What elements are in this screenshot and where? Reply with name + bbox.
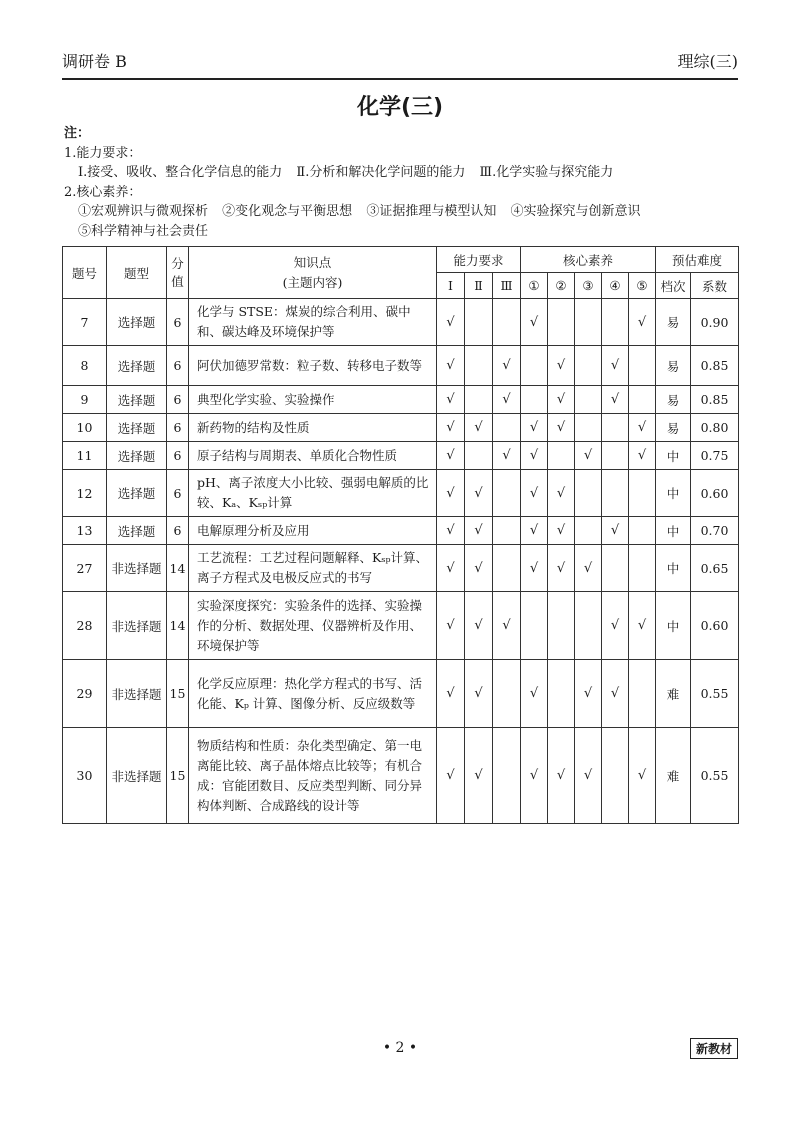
literacy-check: √ bbox=[629, 442, 656, 470]
literacy-check: √ bbox=[629, 728, 656, 824]
literacy-check: √ bbox=[521, 545, 548, 592]
ability-check bbox=[493, 517, 521, 545]
literacy-check: √ bbox=[548, 728, 575, 824]
ability-check bbox=[493, 414, 521, 442]
ability-check: √ bbox=[493, 442, 521, 470]
difficulty-level: 易 bbox=[656, 346, 691, 386]
difficulty-level: 中 bbox=[656, 517, 691, 545]
literacy-check: √ bbox=[602, 592, 629, 660]
header-knowledge bbox=[189, 247, 437, 299]
ability-check bbox=[493, 728, 521, 824]
header-knowledge-sub: (主题内容) bbox=[282, 274, 343, 290]
ability-check: √ bbox=[437, 660, 465, 728]
table-row bbox=[63, 299, 739, 346]
question-score: 6 bbox=[167, 414, 189, 442]
literacy-item: ④实验探究与创新意识 bbox=[510, 204, 641, 219]
ability-check: √ bbox=[437, 728, 465, 824]
ability-check: √ bbox=[437, 299, 465, 346]
literacy-check bbox=[575, 592, 602, 660]
literacy-check: √ bbox=[575, 728, 602, 824]
question-number: 10 bbox=[63, 414, 107, 442]
header-literacy: 核心素养 bbox=[521, 247, 656, 273]
literacy-check bbox=[629, 517, 656, 545]
literacy-check bbox=[575, 470, 602, 517]
header-literacy-col: ⑤ bbox=[629, 273, 656, 299]
knowledge-point: 原子结构与周期表、单质化合物性质 bbox=[189, 442, 437, 470]
header-difficulty: 预估难度 bbox=[656, 247, 739, 273]
ability-check: √ bbox=[437, 442, 465, 470]
question-score: 14 bbox=[167, 592, 189, 660]
ability-check bbox=[493, 299, 521, 346]
header-literacy-col: ② bbox=[548, 273, 575, 299]
header-num: 题号 bbox=[63, 247, 107, 299]
literacy-check: √ bbox=[548, 545, 575, 592]
literacy-check: √ bbox=[548, 386, 575, 414]
question-number: 9 bbox=[63, 386, 107, 414]
literacy-check: √ bbox=[521, 414, 548, 442]
question-number: 30 bbox=[63, 728, 107, 824]
ability-check: √ bbox=[465, 660, 493, 728]
ability-heading: 1.能力要求： bbox=[64, 145, 142, 161]
ability-check: √ bbox=[437, 545, 465, 592]
knowledge-point: 化学与 STSE：煤炭的综合利用、碳中和、碳达峰及环境保护等 bbox=[189, 299, 437, 346]
literacy-check bbox=[629, 386, 656, 414]
knowledge-point: 化学反应原理：热化学方程式的书写、活化能、Kₚ 计算、图像分析、反应级数等 bbox=[189, 660, 437, 728]
literacy-item: ②变化观念与平衡思想 bbox=[222, 204, 353, 219]
header-ability-col: Ⅱ bbox=[465, 273, 493, 299]
header-type: 题型 bbox=[107, 247, 167, 299]
literacy-check bbox=[521, 346, 548, 386]
literacy-check: √ bbox=[602, 660, 629, 728]
difficulty-level: 中 bbox=[656, 442, 691, 470]
ability-check: √ bbox=[465, 545, 493, 592]
literacy-check: √ bbox=[629, 299, 656, 346]
ability-check: √ bbox=[465, 517, 493, 545]
literacy-check bbox=[575, 386, 602, 414]
header-literacy-col: ① bbox=[521, 273, 548, 299]
knowledge-point: 阿伏加德罗常数：粒子数、转移电子数等 bbox=[189, 346, 437, 386]
literacy-check: √ bbox=[629, 592, 656, 660]
ability-check: √ bbox=[437, 414, 465, 442]
question-number: 29 bbox=[63, 660, 107, 728]
header-knowledge-title: 知识点 bbox=[293, 254, 332, 270]
literacy-check bbox=[548, 299, 575, 346]
ability-check: √ bbox=[493, 386, 521, 414]
table-body bbox=[63, 299, 739, 824]
knowledge-point: 物质结构和性质：杂化类型确定、第一电离能比较、离子晶体熔点比较等；有机合成：官能团数目、反应类型判断、同分异构体判断、合成路线的设计等 bbox=[189, 728, 437, 824]
literacy-heading: 2.核心素养： bbox=[64, 184, 142, 200]
ability-check: √ bbox=[493, 346, 521, 386]
table-row bbox=[63, 442, 739, 470]
question-type: 选择题 bbox=[107, 414, 167, 442]
ability-check: √ bbox=[437, 592, 465, 660]
difficulty-level: 难 bbox=[656, 660, 691, 728]
notes-label: 注： bbox=[64, 126, 91, 141]
difficulty-coefficient: 0.60 bbox=[691, 592, 739, 660]
table-row bbox=[63, 728, 739, 824]
literacy-check bbox=[602, 442, 629, 470]
table-row bbox=[63, 470, 739, 517]
literacy-check bbox=[575, 346, 602, 386]
ability-check: √ bbox=[437, 346, 465, 386]
table-row bbox=[63, 414, 739, 442]
knowledge-point: 工艺流程：工艺过程问题解释、Kₛₚ计算、离子方程式及电极反应式的书写 bbox=[189, 545, 437, 592]
difficulty-level: 易 bbox=[656, 414, 691, 442]
literacy-check bbox=[575, 299, 602, 346]
literacy-check: √ bbox=[575, 545, 602, 592]
literacy-check bbox=[575, 517, 602, 545]
page-number: • 2 • bbox=[382, 1040, 418, 1056]
difficulty-coefficient: 0.65 bbox=[691, 545, 739, 592]
question-number: 11 bbox=[63, 442, 107, 470]
question-type: 非选择题 bbox=[107, 545, 167, 592]
table-row bbox=[63, 592, 739, 660]
question-score: 6 bbox=[167, 517, 189, 545]
ability-list bbox=[64, 163, 744, 183]
question-score: 6 bbox=[167, 470, 189, 517]
question-type: 选择题 bbox=[107, 442, 167, 470]
literacy-check bbox=[602, 299, 629, 346]
ability-check: √ bbox=[465, 592, 493, 660]
literacy-check bbox=[602, 728, 629, 824]
literacy-check bbox=[521, 592, 548, 660]
ability-check: √ bbox=[437, 470, 465, 517]
literacy-check bbox=[629, 660, 656, 728]
ability-check bbox=[493, 660, 521, 728]
ability-check bbox=[465, 346, 493, 386]
knowledge-point: 新药物的结构及性质 bbox=[189, 414, 437, 442]
difficulty-level: 易 bbox=[656, 299, 691, 346]
header-literacy-col: ③ bbox=[575, 273, 602, 299]
literacy-check bbox=[575, 414, 602, 442]
literacy-check: √ bbox=[521, 728, 548, 824]
header-diff-level: 档次 bbox=[656, 273, 691, 299]
ability-check bbox=[465, 386, 493, 414]
page-title: 化学(三) bbox=[356, 95, 444, 120]
edition-badge: 新教材 bbox=[690, 1038, 738, 1059]
knowledge-point: 典型化学实验、实验操作 bbox=[189, 386, 437, 414]
page-header bbox=[62, 48, 738, 80]
difficulty-level: 中 bbox=[656, 470, 691, 517]
literacy-check bbox=[602, 414, 629, 442]
question-type: 选择题 bbox=[107, 386, 167, 414]
literacy-item: ③证据推理与模型认知 bbox=[366, 204, 497, 219]
ability-item: Ⅲ.化学实验与探究能力 bbox=[479, 165, 614, 180]
literacy-check: √ bbox=[521, 517, 548, 545]
ability-item: Ⅰ.接受、吸收、整合化学信息的能力 bbox=[78, 165, 283, 180]
ability-check bbox=[493, 545, 521, 592]
question-type: 选择题 bbox=[107, 346, 167, 386]
knowledge-point: 电解原理分析及应用 bbox=[189, 517, 437, 545]
literacy-check bbox=[548, 660, 575, 728]
question-score: 6 bbox=[167, 299, 189, 346]
literacy-check: √ bbox=[521, 660, 548, 728]
ability-check: √ bbox=[465, 728, 493, 824]
ability-check bbox=[493, 470, 521, 517]
ability-item: Ⅱ.分析和解决化学问题的能力 bbox=[296, 165, 466, 180]
question-type: 非选择题 bbox=[107, 728, 167, 824]
question-type: 选择题 bbox=[107, 299, 167, 346]
ability-check: √ bbox=[437, 517, 465, 545]
header-right: 理综(三) bbox=[677, 52, 738, 71]
table-row bbox=[63, 386, 739, 414]
difficulty-coefficient: 0.75 bbox=[691, 442, 739, 470]
difficulty-coefficient: 0.70 bbox=[691, 517, 739, 545]
header-diff-coef: 系数 bbox=[691, 273, 739, 299]
ability-check: √ bbox=[465, 470, 493, 517]
question-number: 12 bbox=[63, 470, 107, 517]
question-score: 6 bbox=[167, 386, 189, 414]
question-type: 选择题 bbox=[107, 470, 167, 517]
difficulty-coefficient: 0.90 bbox=[691, 299, 739, 346]
literacy-check: √ bbox=[575, 442, 602, 470]
question-number: 27 bbox=[63, 545, 107, 592]
difficulty-level: 难 bbox=[656, 728, 691, 824]
question-number: 13 bbox=[63, 517, 107, 545]
question-type: 非选择题 bbox=[107, 660, 167, 728]
ability-check bbox=[465, 299, 493, 346]
difficulty-coefficient: 0.55 bbox=[691, 728, 739, 824]
literacy-check: √ bbox=[521, 470, 548, 517]
question-score: 6 bbox=[167, 346, 189, 386]
table-row bbox=[63, 517, 739, 545]
header-literacy-col: ④ bbox=[602, 273, 629, 299]
literacy-check bbox=[629, 346, 656, 386]
table-row bbox=[63, 346, 739, 386]
header-ability: 能力要求 bbox=[437, 247, 521, 273]
literacy-item: ①宏观辨识与微观探析 bbox=[78, 204, 209, 219]
question-score: 14 bbox=[167, 545, 189, 592]
difficulty-level: 中 bbox=[656, 545, 691, 592]
literacy-check bbox=[629, 545, 656, 592]
question-number: 28 bbox=[63, 592, 107, 660]
question-score: 15 bbox=[167, 660, 189, 728]
header-ability-col: Ⅲ bbox=[493, 273, 521, 299]
table-row bbox=[63, 660, 739, 728]
literacy-check: √ bbox=[602, 386, 629, 414]
header-left: 调研卷 B bbox=[62, 52, 127, 71]
literacy-check: √ bbox=[575, 660, 602, 728]
knowledge-point: 实验深度探究：实验条件的选择、实验操作的分析、数据处理、仪器辨析及作用、环境保护等 bbox=[189, 592, 437, 660]
question-score: 6 bbox=[167, 442, 189, 470]
question-number: 8 bbox=[63, 346, 107, 386]
literacy-check: √ bbox=[629, 414, 656, 442]
spec-table bbox=[62, 246, 739, 824]
literacy-check: √ bbox=[521, 299, 548, 346]
literacy-check bbox=[602, 470, 629, 517]
literacy-check bbox=[548, 442, 575, 470]
difficulty-coefficient: 0.85 bbox=[691, 386, 739, 414]
literacy-check: √ bbox=[548, 470, 575, 517]
literacy-check bbox=[548, 592, 575, 660]
difficulty-coefficient: 0.60 bbox=[691, 470, 739, 517]
literacy-check bbox=[602, 545, 629, 592]
knowledge-point: pH、离子浓度大小比较、强弱电解质的比较、Kₐ、Kₛₚ计算 bbox=[189, 470, 437, 517]
literacy-check: √ bbox=[521, 442, 548, 470]
difficulty-coefficient: 0.55 bbox=[691, 660, 739, 728]
literacy-check: √ bbox=[548, 414, 575, 442]
literacy-check: √ bbox=[602, 346, 629, 386]
literacy-check: √ bbox=[548, 517, 575, 545]
literacy-check: √ bbox=[602, 517, 629, 545]
difficulty-coefficient: 0.80 bbox=[691, 414, 739, 442]
table-row bbox=[63, 545, 739, 592]
literacy-item: ⑤科学精神与社会责任 bbox=[78, 223, 209, 239]
header-ability-col: Ⅰ bbox=[437, 273, 465, 299]
question-score: 15 bbox=[167, 728, 189, 824]
literacy-list bbox=[64, 202, 744, 222]
literacy-check: √ bbox=[548, 346, 575, 386]
question-type: 选择题 bbox=[107, 517, 167, 545]
question-type: 非选择题 bbox=[107, 592, 167, 660]
literacy-check bbox=[629, 470, 656, 517]
question-number: 7 bbox=[63, 299, 107, 346]
ability-check bbox=[465, 442, 493, 470]
literacy-check bbox=[521, 386, 548, 414]
header-score: 分值 bbox=[167, 247, 189, 299]
ability-check: √ bbox=[437, 386, 465, 414]
difficulty-coefficient: 0.85 bbox=[691, 346, 739, 386]
ability-check: √ bbox=[493, 592, 521, 660]
notes bbox=[64, 124, 744, 241]
difficulty-level: 中 bbox=[656, 592, 691, 660]
literacy-list-2 bbox=[64, 222, 744, 242]
ability-check: √ bbox=[465, 414, 493, 442]
difficulty-level: 易 bbox=[656, 386, 691, 414]
